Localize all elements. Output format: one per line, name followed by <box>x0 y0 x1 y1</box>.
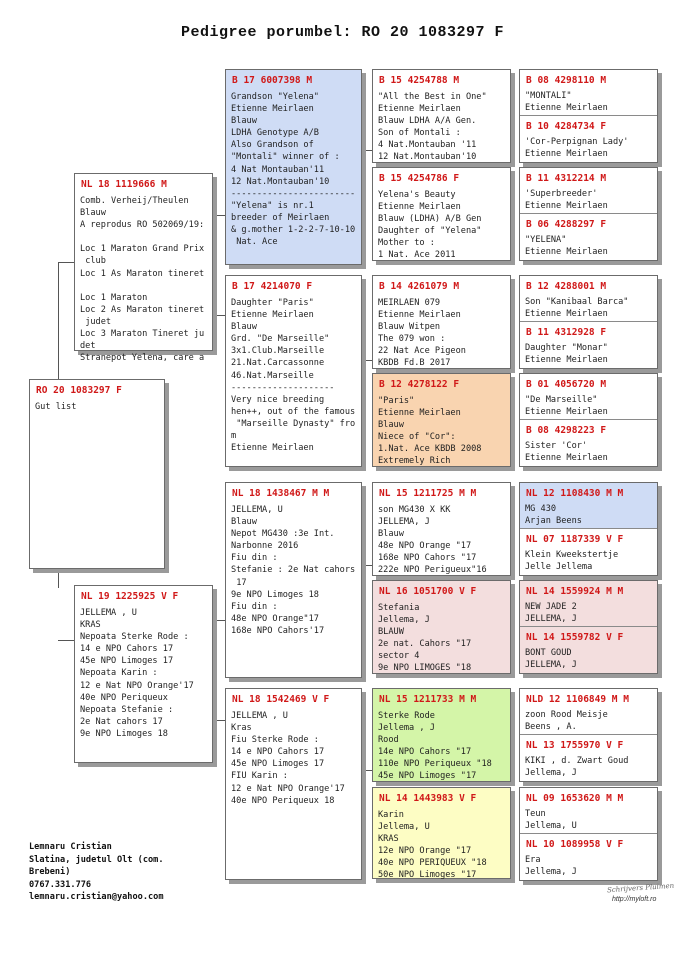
ring-number: B 11 4312928 F <box>526 327 607 338</box>
page-title: Pedigree porumbel: RO 20 1083297 F <box>180 24 505 41</box>
great-grandparent-card[interactable] <box>372 167 511 261</box>
ring-number: NL 18 1119666 M <box>81 179 167 190</box>
pigeon-info: "YELENA" Etienne Meirlaen <box>525 235 608 258</box>
ancestor-dam <box>520 833 657 878</box>
great-grandparent-card[interactable] <box>372 688 511 782</box>
ring-number: NL 18 1438467 M M <box>232 488 330 499</box>
ring-number: B 01 4056720 M <box>526 379 607 390</box>
owner-info <box>29 841 164 904</box>
ancestor-pair-card[interactable] <box>519 275 658 369</box>
owner-phone: 0767.331.776 <box>29 879 92 890</box>
ring-number: B 15 4254788 M <box>379 75 460 86</box>
ring-number: B 08 4298223 F <box>526 425 607 436</box>
pigeon-info: "MONTALI" Etienne Meirlaen <box>525 91 608 114</box>
connector-line <box>58 568 59 588</box>
ring-number: NL 18 1542469 V F <box>232 694 330 705</box>
signature-logo: Schrijvers Pluimen <box>606 881 675 895</box>
ancestor-sire <box>520 788 657 832</box>
pigeon-info: 'Cor-Perpignan Lady' Etienne Meirlaen <box>525 137 629 160</box>
footer-link[interactable]: http://myloft.ro <box>612 896 657 903</box>
great-grandparent-card[interactable] <box>372 787 511 879</box>
pigeon-info: BONT GOUD JELLEMA, J <box>525 648 577 671</box>
pigeon-info: NEW JADE 2 JELLEMA, J <box>525 602 577 625</box>
ancestor-sire <box>520 70 657 114</box>
pigeon-info: MEIRLAEN 079 Etienne Meirlaen Blauw Witpen The 079 won : 22 Nat Ace Pigeon KBDB Fd.B 2017 <box>378 298 466 369</box>
ring-number: NL 15 1211725 M M <box>379 488 477 499</box>
owner-email: lemnaru.cristian@yahoo.com <box>29 892 164 903</box>
great-grandparent-card[interactable] <box>372 275 511 369</box>
great-grandparent-card[interactable] <box>372 373 511 467</box>
ring-number: NL 14 1559924 M M <box>526 586 624 597</box>
ring-number: B 17 6007398 M <box>232 75 313 86</box>
ring-number: B 14 4261079 M <box>379 281 460 292</box>
pigeon-info: Klein Kweekstertje Jelle Jellema <box>525 550 619 573</box>
ancestor-pair-card[interactable] <box>519 482 658 576</box>
great-grandparent-card[interactable] <box>372 69 511 163</box>
dam-dam-card[interactable] <box>225 688 362 880</box>
sire-dam-card[interactable] <box>225 275 362 467</box>
pigeon-info: Comb. Verheij/Theulen Blauw A reprodus RO 502069/19: Loc 1 Maraton Grand Prix club Loc 1 As Maraton tineret Loc 1 Maraton Loc 2 As Maraton tineret judet Loc 3 Maraton Tineret ju det Stranepot Yelena, care a <box>80 196 205 364</box>
ring-number: B 11 4312214 M <box>526 173 607 184</box>
pigeon-info: 'Superbreeder' Etienne Meirlaen <box>525 189 608 212</box>
connector-line <box>58 262 74 263</box>
great-grandparent-card[interactable] <box>372 482 511 576</box>
pigeon-info: "De Marseille" Etienne Meirlaen <box>525 395 608 418</box>
connector-line <box>58 640 74 641</box>
owner-address: Brebeni) <box>29 867 71 878</box>
ring-number: B 08 4298110 M <box>526 75 607 86</box>
pigeon-info: Stefania Jellema, J BLAUW 2e nat. Cahors "17 sector 4 9e NPO LIMOGES "18 <box>378 603 472 674</box>
pigeon-info: Yelena's Beauty Etienne Meirlaen Blauw (LDHA) A/B Gen Daughter of "Yelena" Mother to : 1 Nat. Ace 2011 <box>378 190 482 261</box>
ancestor-sire <box>520 374 657 418</box>
pigeon-info: Sterke Rode Jellema , J Rood 14e NPO Cahors "17 110e NPO Periqueux "18 45e NPO Limoges "17 <box>378 711 492 782</box>
pigeon-info: Sister 'Cor' Etienne Meirlaen <box>525 441 608 464</box>
dam-sire-card[interactable] <box>225 482 362 678</box>
pigeon-info: Daughter "Paris" Etienne Meirlaen Blauw Grd. "De Marseille" 3x1.Club.Marseille 21.Nat.Carcassonne 46.Nat.Marseille -------------------- Very nice breeding hen++, out of the famous "Marseille Dynasty" fro m Etienne Meirlaen <box>231 298 356 454</box>
pigeon-info: JELLEMA, U Blauw Nepot MG430 :3e Int. Narbonne 2016 Fiu din : Stefanie : 2e Nat cahors 17 9e NPO Limoges 18 Fiu din : 48e NPO Orange"17 168e NPO Cahors'17 <box>231 505 356 636</box>
ring-number: NL 15 1211733 M M <box>379 694 477 705</box>
ring-number: NL 09 1653620 M M <box>526 793 624 804</box>
ring-number: B 12 4288001 M <box>526 281 607 292</box>
ring-number: NL 13 1755970 V F <box>526 740 624 751</box>
ring-number: B 10 4284734 F <box>526 121 607 132</box>
ring-number: B 06 4288297 F <box>526 219 607 230</box>
pigeon-info: Grandson "Yelena" Etienne Meirlaen Blauw LDHA Genotype A/B Also Grandson of "Montali" winner of : 4 Nat Montauban'11 12 Nat.Montauban'10 ------------------------ "Yelena" is nr.1 breeder of Meirlaen & g.mother 1-2-2-7-10-10 Nat. Ace <box>231 92 356 248</box>
sire-sire-card[interactable] <box>225 69 362 265</box>
pigeon-info: Gut list <box>35 402 77 412</box>
ring-number: B 12 4278122 F <box>379 379 460 390</box>
ancestor-pair-card[interactable] <box>519 167 658 261</box>
connector-line <box>211 720 225 721</box>
ancestor-dam <box>520 115 657 160</box>
ring-number: NL 10 1089958 V F <box>526 839 624 850</box>
ring-number: NL 14 1443983 V F <box>379 793 477 804</box>
ring-number: NL 16 1051700 V F <box>379 586 477 597</box>
ancestor-pair-card[interactable] <box>519 69 658 163</box>
pigeon-info: "All the Best in One" Etienne Meirlaen Blauw LDHA A/A Gen. Son of Montali : 4 Nat.Montauban '11 12 Nat.Montauban'10 <box>378 92 487 163</box>
connector-line <box>58 262 59 380</box>
connector-line <box>211 620 225 621</box>
ancestor-pair-card[interactable] <box>519 373 658 467</box>
pigeon-info: Daughter "Monar" Etienne Meirlaen <box>525 343 608 366</box>
ancestor-sire <box>520 581 657 625</box>
ring-number: NL 14 1559782 V F <box>526 632 624 643</box>
ancestor-pair-card[interactable] <box>519 688 658 782</box>
ring-number: NLD 12 1106849 M M <box>526 694 629 705</box>
ancestor-dam <box>520 213 657 258</box>
pigeon-info: MG 430 Arjan Beens <box>525 504 582 527</box>
pigeon-info: Teun Jellema, U <box>525 809 577 832</box>
pigeon-info: Karin Jellema, U KRAS 12e NPO Orange "17 40e NPO PERIQUEUX "18 50e NPO Limoges "17 <box>378 810 487 881</box>
ancestor-pair-card[interactable] <box>519 580 658 674</box>
ancestor-dam <box>520 734 657 779</box>
pigeon-info: "Paris" Etienne Meirlaen Blauw Niece of "Cor": 1.Nat. Ace KBDB 2008 Extremely Rich <box>378 396 482 467</box>
pigeon-info: Era Jellema, J <box>525 855 577 878</box>
ancestor-dam <box>520 321 657 366</box>
ancestor-dam <box>520 626 657 671</box>
pigeon-info: KIKI , d. Zwart Goud Jellema, J <box>525 756 629 779</box>
ancestor-sire <box>520 483 657 528</box>
pigeon-info: Son "Kanibaal Barca" Etienne Meirlaen <box>525 297 629 320</box>
ancestor-sire <box>520 276 657 320</box>
dam-card[interactable] <box>74 585 213 763</box>
pigeon-info: son MG430 X KK JELLEMA, J Blauw 48e NPO Orange "17 168e NPO Cahors "17 222e NPO Perigueux"16 <box>378 505 487 576</box>
owner-address: Slatina, judetul Olt (com. <box>29 854 164 865</box>
subject-card[interactable] <box>29 379 165 569</box>
pigeon-info: JELLEMA , U Kras Fiu Sterke Rode : 14 e NPO Cahors 17 45e NPO Limoges 17 FIU Karin : 12 e Nat NPO Orange'17 40e NPO Periqueux 18 <box>231 711 345 806</box>
pigeon-info: JELLEMA , U KRAS Nepoata Sterke Rode : 14 e NPO Cahors 17 45e NPO Limoges 17 Nepoata Karin : 12 e Nat NPO Orange'17 40e NPO Periqueux Nepoata Stefanie : 2e Nat cahors 17 9e NPO Limoges 18 <box>80 608 194 739</box>
ring-number: NL 07 1187339 V F <box>526 534 624 545</box>
ancestor-sire <box>520 689 657 733</box>
ring-number: NL 19 1225925 V F <box>81 591 179 602</box>
ring-number: NL 12 1108430 M M <box>526 488 624 499</box>
ancestor-pair-card[interactable] <box>519 787 658 881</box>
ancestor-dam <box>520 528 657 573</box>
ring-number: RO 20 1083297 F <box>36 385 122 396</box>
ring-number: B 15 4254786 F <box>379 173 460 184</box>
ancestor-sire <box>520 168 657 212</box>
pigeon-info: zoon Rood Meisje Beens , A. <box>525 710 608 733</box>
ring-number: B 17 4214070 F <box>232 281 313 292</box>
connector-line <box>211 215 225 216</box>
sire-card[interactable] <box>74 173 213 364</box>
ancestor-dam <box>520 419 657 464</box>
great-grandparent-card[interactable] <box>372 580 511 674</box>
owner-name: Lemnaru Cristian <box>29 842 112 852</box>
connector-line <box>211 315 225 316</box>
